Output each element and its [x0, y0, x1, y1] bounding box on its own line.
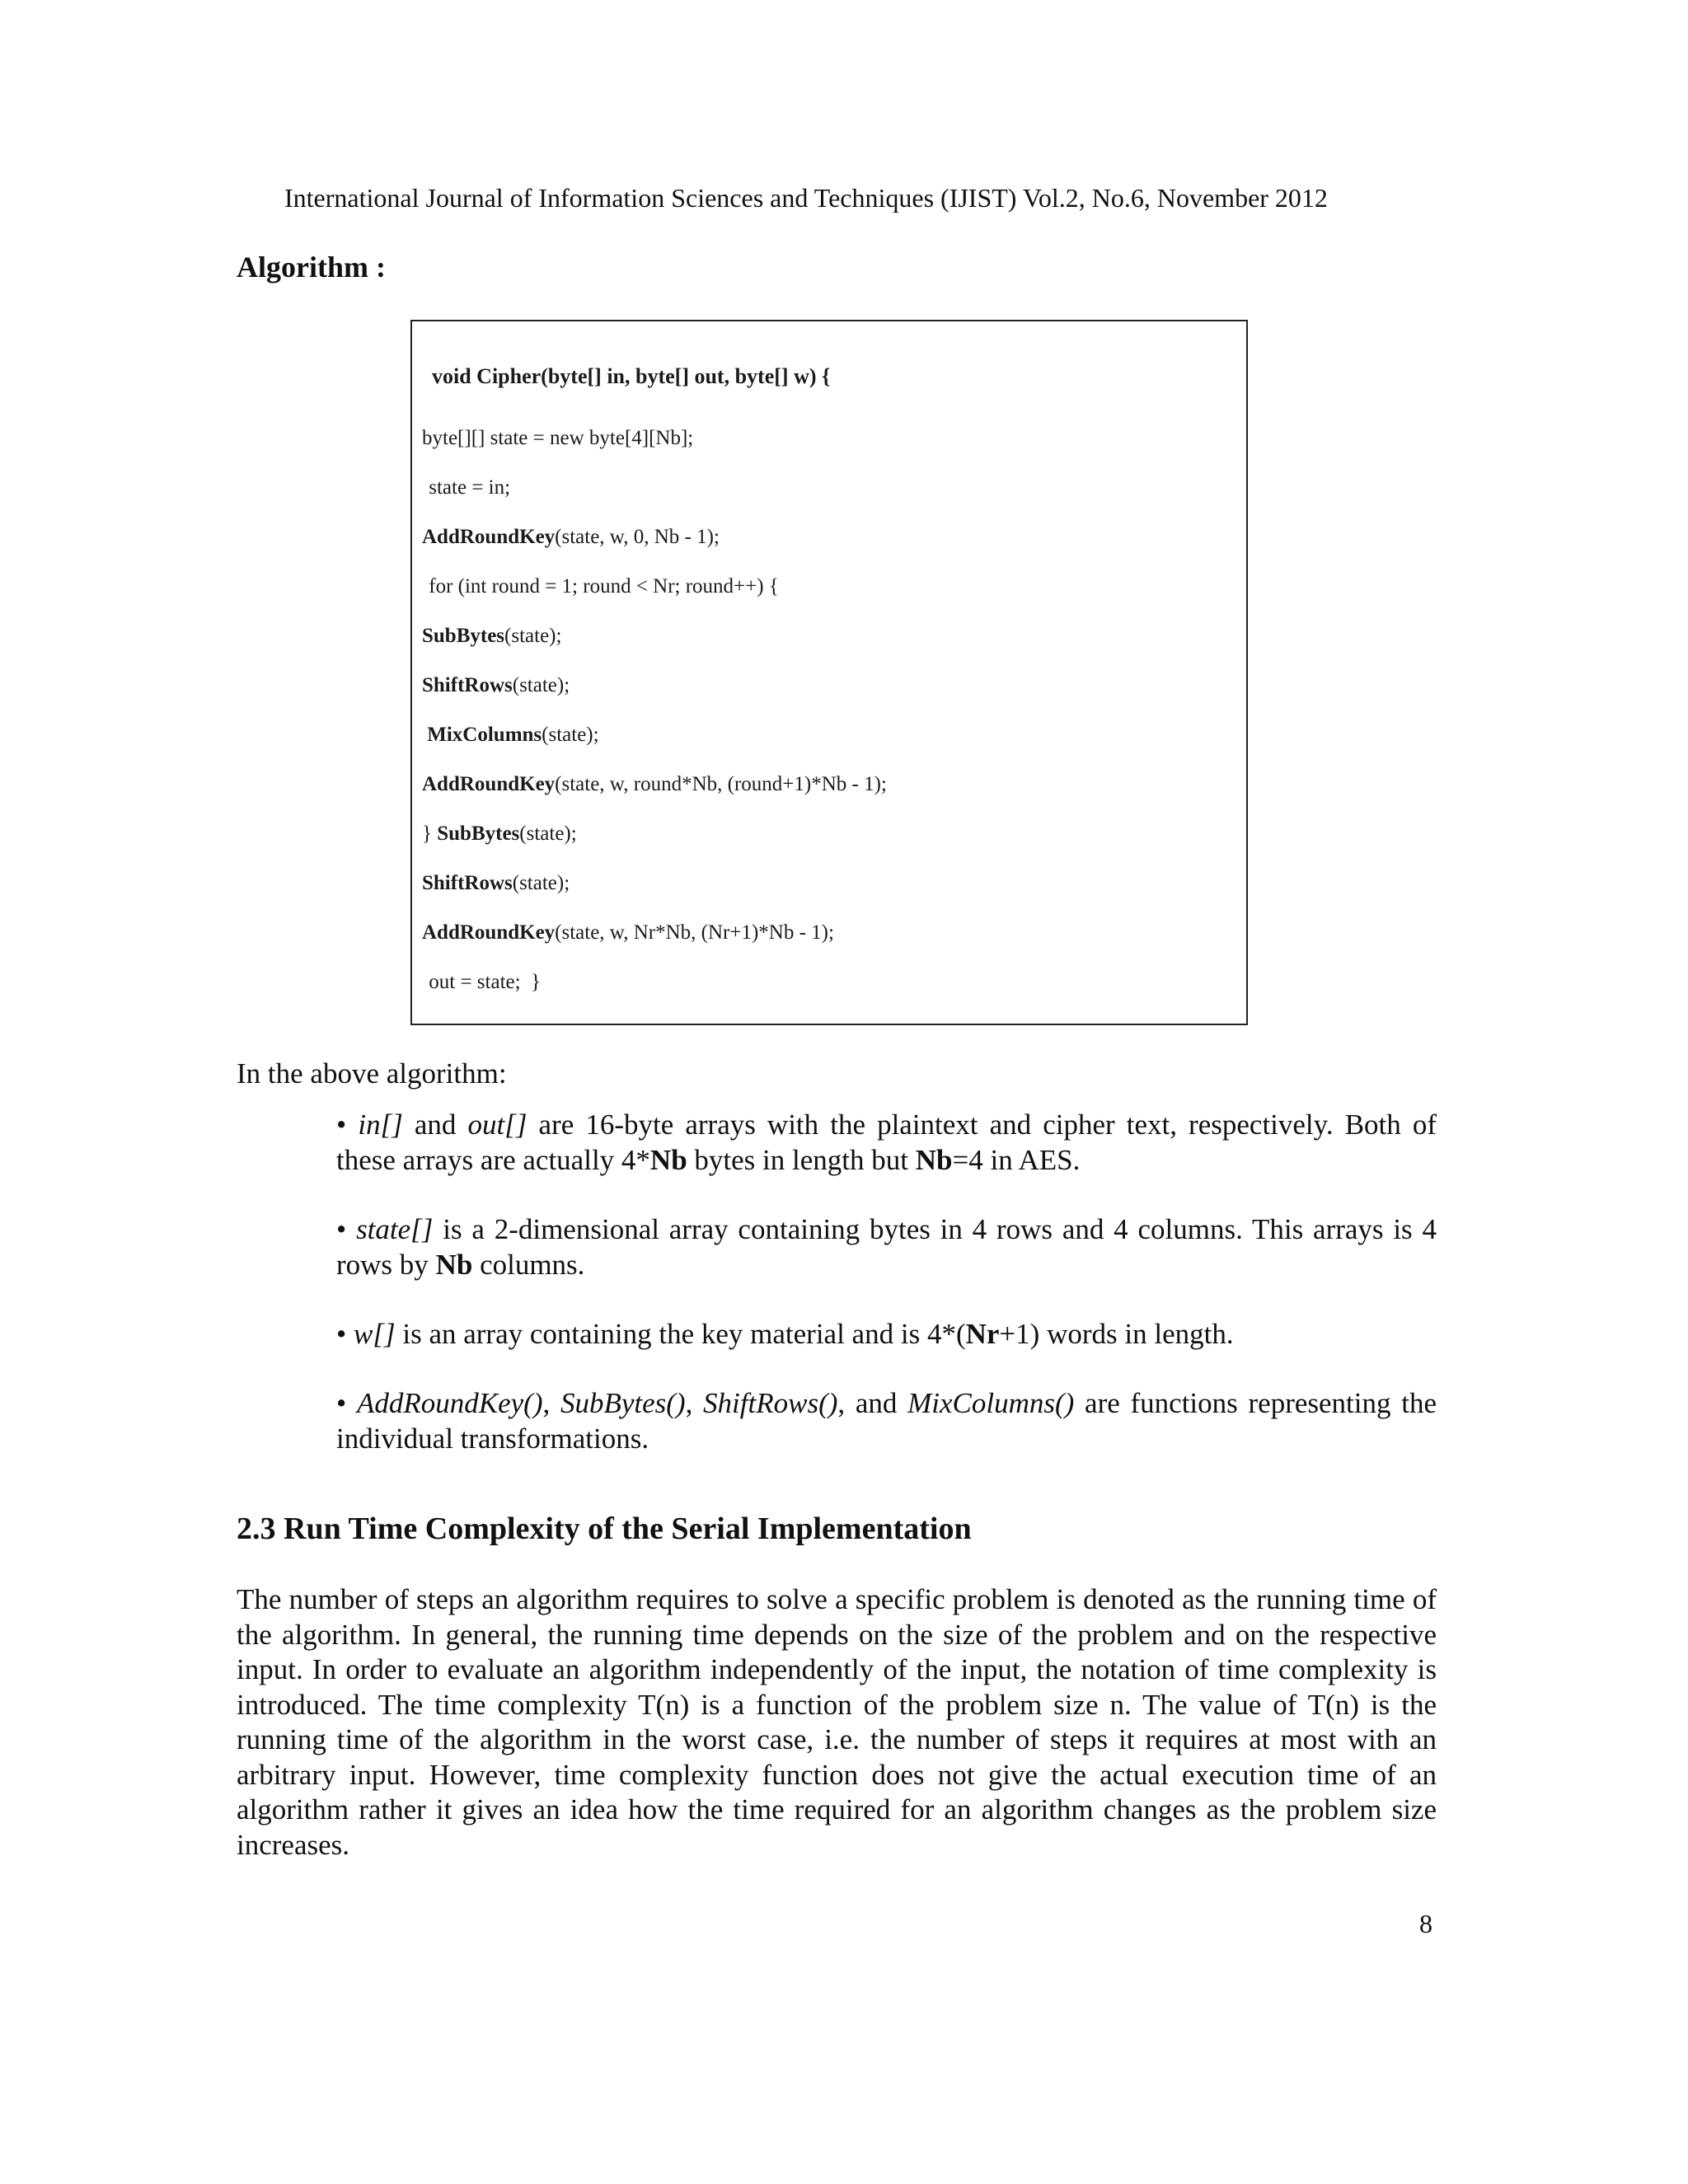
text: are 16-byte arrays with the plaintext and cipher text, respectively. Both of these arrays are actually 4*	[336, 1108, 1437, 1176]
term-w: w[]	[354, 1318, 396, 1350]
bullet-state	[336, 1212, 1437, 1282]
code-line-text: (state);	[512, 674, 570, 696]
page-number: 8	[1419, 1909, 1432, 1938]
text: and	[402, 1108, 468, 1141]
term-in: in[]	[358, 1108, 403, 1141]
code-function-name: AddRoundKey	[422, 773, 556, 795]
bullet-w	[336, 1316, 1437, 1352]
bullet-functions	[336, 1385, 1437, 1456]
text: , and	[837, 1387, 908, 1419]
term-out: out[]	[467, 1108, 528, 1141]
code-line-text: (state, w, Nr*Nb, (Nr+1)*Nb - 1);	[555, 921, 834, 944]
intro-text: In the above algorithm:	[237, 1057, 507, 1090]
bullet-mark: •	[336, 1108, 359, 1141]
term-nb: Nb	[435, 1249, 473, 1281]
code-line-text: (state, w, round*Nb, (round+1)*Nb - 1);	[555, 773, 887, 795]
bullet-in-out	[336, 1107, 1437, 1178]
text: bytes in length but	[687, 1144, 916, 1176]
code-line-9	[422, 773, 887, 796]
code-function-name: MixColumns	[422, 724, 542, 746]
code-line-10	[422, 823, 577, 846]
code-line-prefix: }	[422, 823, 438, 845]
code-line-4	[422, 526, 720, 549]
term-state: state[]	[356, 1213, 434, 1245]
term-nb: Nb	[915, 1144, 953, 1176]
section-paragraph: The number of steps an algorithm requires to solve a specific problem is denoted as the running time of the algorithm. In general, the running time depends on the size of the problem and on the respective input. In order to evaluate an algorithm independently of the input, the notation of time complexity is introduced. The time complexity T(n) is a function of the problem size n. The value of T(n) is the running time of the algorithm in the worst case, i.e. the number of steps it requires at most with an arbitrary input. However, time complexity function does not give the actual execution time of an algorithm rather it gives an idea how the time required for an algorithm changes as the problem size increases.	[237, 1583, 1437, 1861]
code-line-5	[424, 575, 779, 598]
text: =4 in AES.	[952, 1144, 1081, 1176]
code-line-6	[422, 625, 561, 648]
code-function-name: SubBytes	[437, 823, 520, 845]
bullet-mark: •	[336, 1387, 357, 1419]
bullet-mark: •	[336, 1213, 357, 1245]
running-header: International Journal of Information Sciences and Techniques (IJIST) Vol.2, No.6, November 2012	[284, 183, 1328, 213]
code-function-name: AddRoundKey	[422, 526, 556, 548]
code-line-11	[422, 872, 570, 895]
code-line-text: (state);	[519, 823, 577, 845]
term-subbytes: SubBytes()	[560, 1387, 686, 1419]
term-shiftrows: ShiftRows()	[703, 1387, 838, 1419]
code-line-text: void Cipher(byte[] in, byte[] out, byte[] w) {	[432, 364, 831, 388]
term-mixcolumns: MixColumns()	[907, 1387, 1075, 1419]
text: are functions representing the individual transformations.	[336, 1387, 1437, 1455]
code-line-7	[422, 674, 570, 697]
code-line-text: state = in;	[424, 476, 511, 499]
code-line-text: for (int round = 1; round < Nr; round++) {	[424, 575, 779, 598]
text: is an array containing the key material and is 4*(	[395, 1318, 966, 1350]
code-function-name: ShiftRows	[422, 674, 513, 696]
text: ,	[685, 1387, 704, 1419]
code-function-name: ShiftRows	[422, 872, 513, 894]
text: is a 2-dimensional array containing bytes in 4 rows and 4 columns. This arrays is 4 rows by	[336, 1213, 1437, 1281]
algorithm-heading: Algorithm :	[237, 251, 386, 284]
code-line-1	[432, 364, 830, 389]
code-function-name: AddRoundKey	[422, 921, 556, 944]
code-line-text: byte[][] state = new byte[4][Nb];	[422, 427, 694, 449]
code-line-3	[424, 476, 510, 499]
term-nr: Nr	[965, 1318, 1000, 1350]
term-nb: Nb	[649, 1144, 687, 1176]
text: ,	[542, 1387, 560, 1419]
text: columns.	[472, 1249, 585, 1281]
section-heading: 2.3 Run Time Complexity of the Serial Implementation	[237, 1511, 972, 1546]
algorithm-code-box	[410, 320, 1248, 1025]
term-addroundkey: AddRoundKey()	[356, 1387, 543, 1419]
code-line-text: out = state; }	[424, 971, 542, 993]
bullet-mark: •	[336, 1318, 354, 1350]
code-line-13	[424, 971, 541, 994]
code-function-name: SubBytes	[422, 625, 505, 647]
code-line-text: (state);	[504, 625, 562, 647]
code-line-2	[422, 427, 693, 450]
code-line-text: (state, w, 0, Nb - 1);	[555, 526, 720, 548]
code-line-8	[422, 724, 599, 747]
code-line-text: (state);	[512, 872, 570, 894]
text: +1) words in length.	[999, 1318, 1234, 1350]
code-line-text: (state);	[542, 724, 599, 746]
code-line-12	[422, 921, 834, 944]
